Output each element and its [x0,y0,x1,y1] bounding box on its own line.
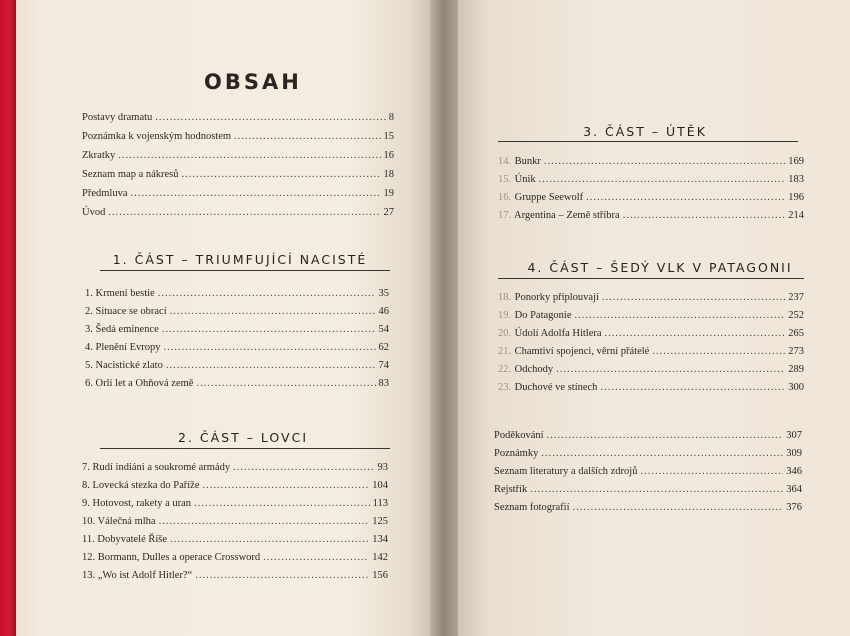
toc-entry: 10. Válečná mlha ..... 125 [82,516,388,527]
part-3-title: 3. ČÁST – ÚTĚK [583,124,707,139]
toc-entry: Poznámky ..... 309 [494,448,802,459]
red-book-edge [0,0,16,636]
part-3-rule [498,141,798,142]
toc-entry: 4. Plenění Evropy ..... 62 [85,342,389,353]
toc-entry: Postavy dramatu ..... 8 [82,112,394,123]
right-page [458,0,850,636]
part-4-title: 4. ČÁST – ŠEDÝ VLK V PATAGONII [527,260,793,275]
part-4-rule [498,278,804,279]
toc-entry: Poznámka k vojenským hodnostem ..... 15 [82,131,394,142]
toc-entry: 1. Krmení bestie ..... 35 [85,288,389,299]
part-2-rule [100,448,390,449]
toc-entry: 14. Bunkr ..... 169 [498,156,804,167]
part-1-rule [100,270,390,271]
toc-entry: 3. Šedá eminence ..... 54 [85,324,389,335]
part-2-title: 2. ČÁST – LOVCI [177,430,309,445]
toc-entry: Poděkování ..... 307 [494,430,802,441]
toc-entry: 17. Argentina – Země stříbra ..... 214 [498,210,804,221]
toc-entry: 7. Rudí indiáni a soukromé armády ..... 93 [82,462,388,473]
toc-entry: 18. Ponorky připlouvají ..... 237 [498,292,804,303]
toc-entry: Seznam literatury a dalších zdrojů ..... 346 [494,466,802,477]
toc-entry: 9. Hotovost, rakety a uran ..... 113 [82,498,388,509]
toc-entry: 12. Bormann, Dulles a operace Crossword ..... 142 [82,552,388,563]
page-title: OBSAH [204,70,302,94]
toc-entry: 19. Do Patagonie ..... 252 [498,310,804,321]
book-gutter [430,0,460,636]
toc-entry: 8. Lovecká stezka do Paříže ..... 104 [82,480,388,491]
toc-entry: 13. „Wo ist Adolf Hitler?“ ..... 156 [82,570,388,581]
toc-entry: 5. Nacistické zlato ..... 74 [85,360,389,371]
toc-entry: 2. Situace se obrací ..... 46 [85,306,389,317]
toc-entry: 11. Dobyvatelé Říše ..... 134 [82,534,388,545]
toc-entry: 15. Únik ..... 183 [498,174,804,185]
toc-entry: 22. Odchody ..... 289 [498,364,804,375]
toc-entry: 20. Údolí Adolfa Hitlera ..... 265 [498,328,804,339]
toc-entry: 21. Chamtiví spojenci, věrní přátelé ..... 273 [498,346,804,357]
part-1-title: 1. ČÁST – TRIUMFUJÍCÍ NACISTÉ [112,252,368,267]
toc-entry: Rejstřík ..... 364 [494,484,802,495]
toc-entry: Seznam fotografií ..... 376 [494,502,802,513]
toc-entry: Předmluva ..... 19 [82,188,394,199]
toc-entry: 23. Duchové ve stínech ..... 300 [498,382,804,393]
toc-entry: 6. Orlí let a Ohňová země ..... 83 [85,378,389,389]
toc-entry: 16. Gruppe Seewolf ..... 196 [498,192,804,203]
toc-entry: Seznam map a nákresů ..... 18 [82,169,394,180]
toc-entry: Zkratky ..... 16 [82,150,394,161]
left-page [16,0,434,636]
toc-entry: Úvod ..... 27 [82,207,394,218]
